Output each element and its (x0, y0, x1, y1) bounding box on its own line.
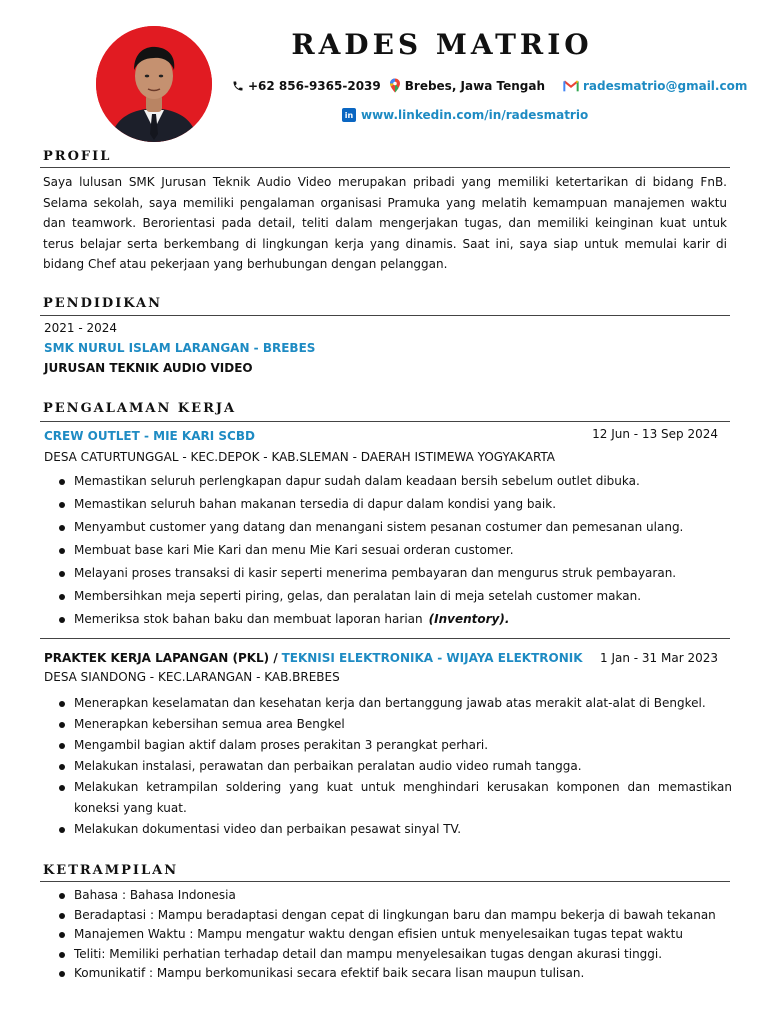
job2-role: TEKNISI ELEKTRONIKA - WIJAYA ELEKTRONIK (281, 651, 583, 665)
resume-name: RADES MATRIO (291, 28, 593, 61)
list-item: Memastikan seluruh perlengkapan dapur sudah dalam keadaan bersih sebelum outlet dibuka. (56, 470, 732, 493)
pendidikan-divider (40, 315, 730, 316)
job1-bullets (56, 470, 732, 631)
job1-date: 12 Jun - 13 Sep 2024 (592, 427, 718, 441)
contact-row (232, 78, 748, 93)
list-item (56, 608, 732, 631)
linkedin-link[interactable]: www.linkedin.com/in/radesmatrio (361, 108, 589, 122)
list-item: Menerapkan keselamatan dan kesehatan kerja dan bertanggung jawab atas merakit alat-alat di Bengkel. (56, 693, 732, 714)
list-item: Melakukan dokumentasi video dan perbaikan pesawat sinyal TV. (56, 819, 732, 840)
list-item: Bahasa : Bahasa Indonesia (56, 886, 732, 906)
pendidikan-heading: PENDIDIKAN (43, 296, 163, 311)
education-school: SMK NURUL ISLAM LARANGAN - BREBES (44, 341, 316, 355)
list-item: Beradaptasi : Mampu beradaptasi dengan cepat di lingkungan baru dan mampu bekerja di bawah tekanan (56, 906, 732, 926)
ketrampilan-heading: KETRAMPILAN (43, 863, 179, 878)
job-separator (40, 638, 730, 639)
list-item: Melakukan instalasi, perawatan dan perbaikan peralatan audio video rumah tangga. (56, 756, 732, 777)
job1-role: CREW OUTLET - MIE KARI SCBD (44, 429, 255, 443)
list-item: Menyambut customer yang datang dan menangani sistem pesanan costumer dan pemesanan ulang. (56, 516, 732, 539)
linkedin-row[interactable] (342, 108, 588, 122)
list-item-text: Memeriksa stok bahan baku dan membuat laporan harian (74, 612, 423, 626)
list-item: Memastikan seluruh bahan makanan tersedia di dapur dalam kondisi yang baik. (56, 493, 732, 516)
job2-date: 1 Jan - 31 Mar 2023 (600, 651, 718, 665)
list-item: Melayani proses transaksi di kasir seperti menerima pembayaran dan mengurus struk pembayaran. (56, 562, 732, 585)
list-item: Menerapkan kebersihan semua area Bengkel (56, 714, 732, 735)
profil-heading: PROFIL (43, 149, 112, 164)
location-contact (389, 78, 545, 93)
list-item: Komunikatif : Mampu berkomunikasi secara efektif baik secara lisan maupun tulisan. (56, 964, 732, 984)
profil-text: Saya lulusan SMK Jurusan Teknik Audio Video merupakan pribadi yang memiliki ketertarikan di bidang FnB. Selama sekolah, saya memiliki pengalaman organisasi Pramuka yang melatih kemampuan manajemen waktu dan teamwork. Berorientasi pada detail, teliti dalam mengerjakan tugas, dan memiliki keinginan kuat untuk terus belajar serta berkembang di lingkungan kerja yang dinamis. Saat ini, saya siap untuk memulai karir di bidang Chef atau pekerjaan yang berhubungan dengan pelanggan. (43, 175, 727, 271)
profile-photo (96, 26, 212, 142)
pengalaman-heading: PENGALAMAN KERJA (43, 401, 237, 416)
list-item: Manajemen Waktu : Mampu mengatur waktu dengan efisien untuk menyelesaikan tugas tepat waktu (56, 925, 732, 945)
list-item: Teliti: Memiliki perhatian terhadap detail dan mampu menyelesaikan tugas dengan akurasi tinggi. (56, 945, 732, 965)
list-item: Mengambil bagian aktif dalam proses perakitan 3 perangkat perhari. (56, 735, 732, 756)
education-years: 2021 - 2024 (44, 321, 118, 335)
list-item: Membersihkan meja seperti piring, gelas, dan peralatan lain di meja setelah customer makan. (56, 585, 732, 608)
job1-location: DESA CATURTUNGGAL - KEC.DEPOK - KAB.SLEMAN - DAERAH ISTIMEWA YOGYAKARTA (44, 450, 556, 464)
list-item: Membuat base kari Mie Kari dan menu Mie Kari sesuai orderan customer. (56, 539, 732, 562)
phone-icon (232, 80, 244, 92)
pengalaman-divider (40, 421, 730, 422)
job2-location: DESA SIANDONG - KEC.LARANGAN - KAB.BREBES (44, 670, 340, 684)
email-contact[interactable] (563, 79, 747, 93)
job2-title-line (44, 651, 583, 665)
inventory-note: (Inventory). (428, 612, 510, 626)
profil-divider (40, 167, 730, 168)
list-item: Melakukan ketrampilan soldering yang kuat untuk menghindari kerusakan komponen dan memastikan koneksi yang kuat. (56, 777, 732, 819)
job2-role-prefix: PRAKTEK KERJA LAPANGAN (PKL) / (44, 651, 278, 665)
phone-contact (232, 79, 381, 93)
education-major: JURUSAN TEKNIK AUDIO VIDEO (44, 361, 253, 375)
gmail-icon (563, 80, 579, 92)
person-avatar-icon (96, 26, 212, 142)
phone-text: +62 856-9365-2039 (248, 78, 381, 93)
skills-list (56, 886, 732, 984)
map-pin-icon (389, 78, 401, 93)
location-text: Brebes, Jawa Tengah (404, 78, 545, 93)
ketrampilan-divider (40, 881, 730, 882)
linkedin-icon: in (342, 108, 356, 122)
email-link[interactable]: radesmatrio@gmail.com (583, 78, 748, 93)
job2-bullets (56, 693, 732, 840)
